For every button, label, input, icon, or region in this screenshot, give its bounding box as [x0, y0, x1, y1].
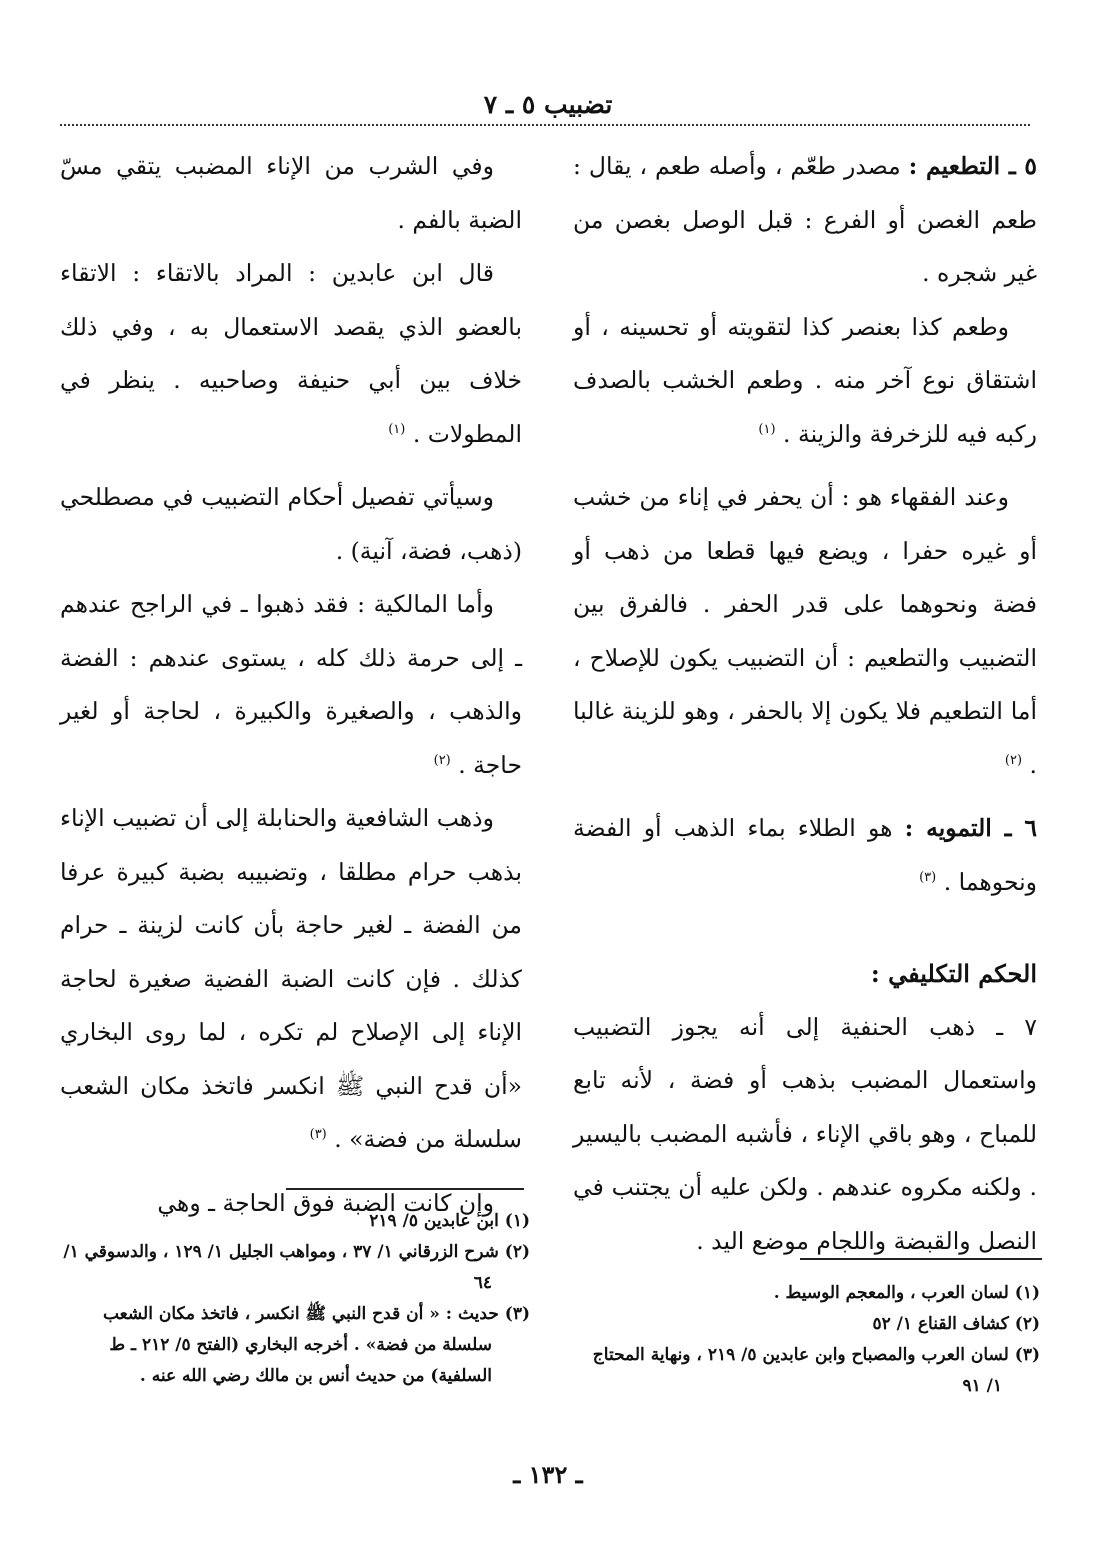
footnotes-right [580, 1278, 1040, 1402]
term-tatim: ٥ ـ التطعيم : [908, 152, 1038, 180]
paragraph-malikiyya [60, 578, 522, 792]
paragraph-drinking: وفي الشرب من الإناء المضبب يتقي مسّ الضبة بالفم . [60, 152, 522, 234]
footnote-item: (٣) حديث : « أن قدح النبي ﷺ انكسر ، فاتخذ مكان الشعب سلسلة من فضة» . أخرجه البخاري (الفتح ٥/ ٢١٢ ـ ط السلفية) من حديث أنس بن مالك رضي الله عنه . [102, 1304, 530, 1386]
footnote-ref[interactable]: (٢) [433, 752, 451, 768]
term-tamwih: ٦ ـ التمويه : [904, 814, 1038, 842]
paragraph-text: قال ابن عابدين : المراد بالاتقاء : الاتقاء بالعضو الذي يقصد الاستعمال به ، وفي ذلك خلاف بين أبي حنيفة وصاحبيه . ينظر في المطولات . [60, 259, 522, 448]
paragraph-text: هو الطلاء بماء الذهب أو الفضة ونحوهما . [573, 814, 1037, 896]
paragraph-fuqaha-definition [573, 471, 1037, 792]
paragraph-shafiiyya-hanabila [60, 792, 522, 1167]
page-header-title: تضبيب ٥ ـ ٧ [483, 90, 613, 119]
section-heading: الحكم التكليفي : [870, 959, 1037, 988]
footnote-item: (٢) كشاف القناع ١/ ٥٢ [872, 1314, 1040, 1334]
paragraph-text: وعند الفقهاء هو : أن يحفر في إناء من خشب أو غيره حفرا ، ويضع فيها قطعا من ذهب أو فضة ونحوهما على قدر الحفر . فالفرق بين التضبيب والتطعيم : أن التضبيب يكون للإصلاح ، أما التطعيم فلا يكون إلا بالحفر ، وهو للزينة غالبا . [573, 483, 1037, 779]
footnote-ref[interactable]: (١) [388, 421, 406, 437]
paragraph-tatim-usage [573, 301, 1037, 462]
footnote-separator [286, 1188, 524, 1190]
footnote-ref[interactable]: (٢) [1004, 752, 1023, 768]
footnote-separator [800, 1258, 1042, 1260]
left-column [60, 140, 522, 1230]
footnote-item: (٣) لسان العرب والمصباح وابن عابدين ٥/ ٢١٩ ، ونهاية المحتاج ١/ ٩١ [592, 1345, 1040, 1396]
paragraph-tamwih [573, 802, 1037, 909]
footnote-ref[interactable]: (٣) [309, 1127, 327, 1143]
paragraph-continuation: وإن كانت الضبة فوق الحاجة ـ وهي [157, 1188, 494, 1217]
paragraph-text: مصدر طعّم ، وأصله طعم ، يقال : طعم الغصن أو الفرع : قبل الوصل بغصن من غير شجره . [573, 152, 1037, 287]
footnote-item: (١) لسان العرب ، والمعجم الوسيط . [773, 1283, 1040, 1303]
paragraph-text: وطعم كذا بعنصر كذا لتقويته أو تحسينه ، أو اشتقاق نوع آخر منه . وطعم الخشب بالصدف ركبه فيه للزخرفة والزينة . [573, 312, 1037, 448]
paragraph-details-reference: وسيأتي تفصيل أحكام التضبيب في مصطلحي (ذهب، فضة، آنية) . [60, 483, 522, 565]
footnote-item: (٢) شرح الزرقاني ١/ ٣٧ ، ومواهب الجليل ١/ ١٢٩ ، والدسوقي ١/ ٦٤ [63, 1242, 530, 1293]
paragraph-text: وذهب الشافعية والحنابلة إلى أن تضبيب الإناء بذهب حرام مطلقا ، وتضبيبه بضبة كبيرة عرفا من الفضة ـ لغير حاجة بأن كانت لزينة ـ حرام كذلك . فإن كانت الضبة الفضية صغيرة لحاجة الإناء إلى الإصلاح لم تكره ، لما روى البخاري «أن قدح النبي ﷺ انكسر فاتخذ مكان الشعب سلسلة من فضة» . [60, 804, 522, 1153]
page-number: ـ ١٣٢ ـ [513, 1460, 583, 1489]
right-column [573, 140, 1037, 1268]
header-dotted-rule [60, 124, 1030, 126]
paragraph-hanafi-ruling: ٧ ـ ذهب الحنفية إلى أنه يجوز التضبيب واستعمال المضبب بذهب أو فضة ، لأنه تابع للمباح ، وهو باقي الإناء ، فأشبه المضبب باليسير . ولكنه مكروه عندهم . ولكن عليه أن يجتنب في النصل والقبضة واللجام موضع اليد . [573, 1012, 1037, 1255]
paragraph-tatim [573, 140, 1037, 301]
footnotes-left [60, 1206, 530, 1392]
paragraph-ibn-abidin [60, 247, 522, 461]
footnote-ref[interactable]: (١) [758, 421, 776, 437]
paragraph-text: وأما المالكية : فقد ذهبوا ـ في الراجح عندهم ـ إلى حرمة ذلك كله ، يستوى عندهم : الفضة والذهب ، والصغيرة والكبيرة ، لحاجة أو لغير حاجة . [60, 590, 522, 779]
footnote-item: (١) ابن عابدين ٥/ ٢١٩ [369, 1211, 530, 1231]
footnote-ref[interactable]: (٣) [919, 869, 937, 885]
